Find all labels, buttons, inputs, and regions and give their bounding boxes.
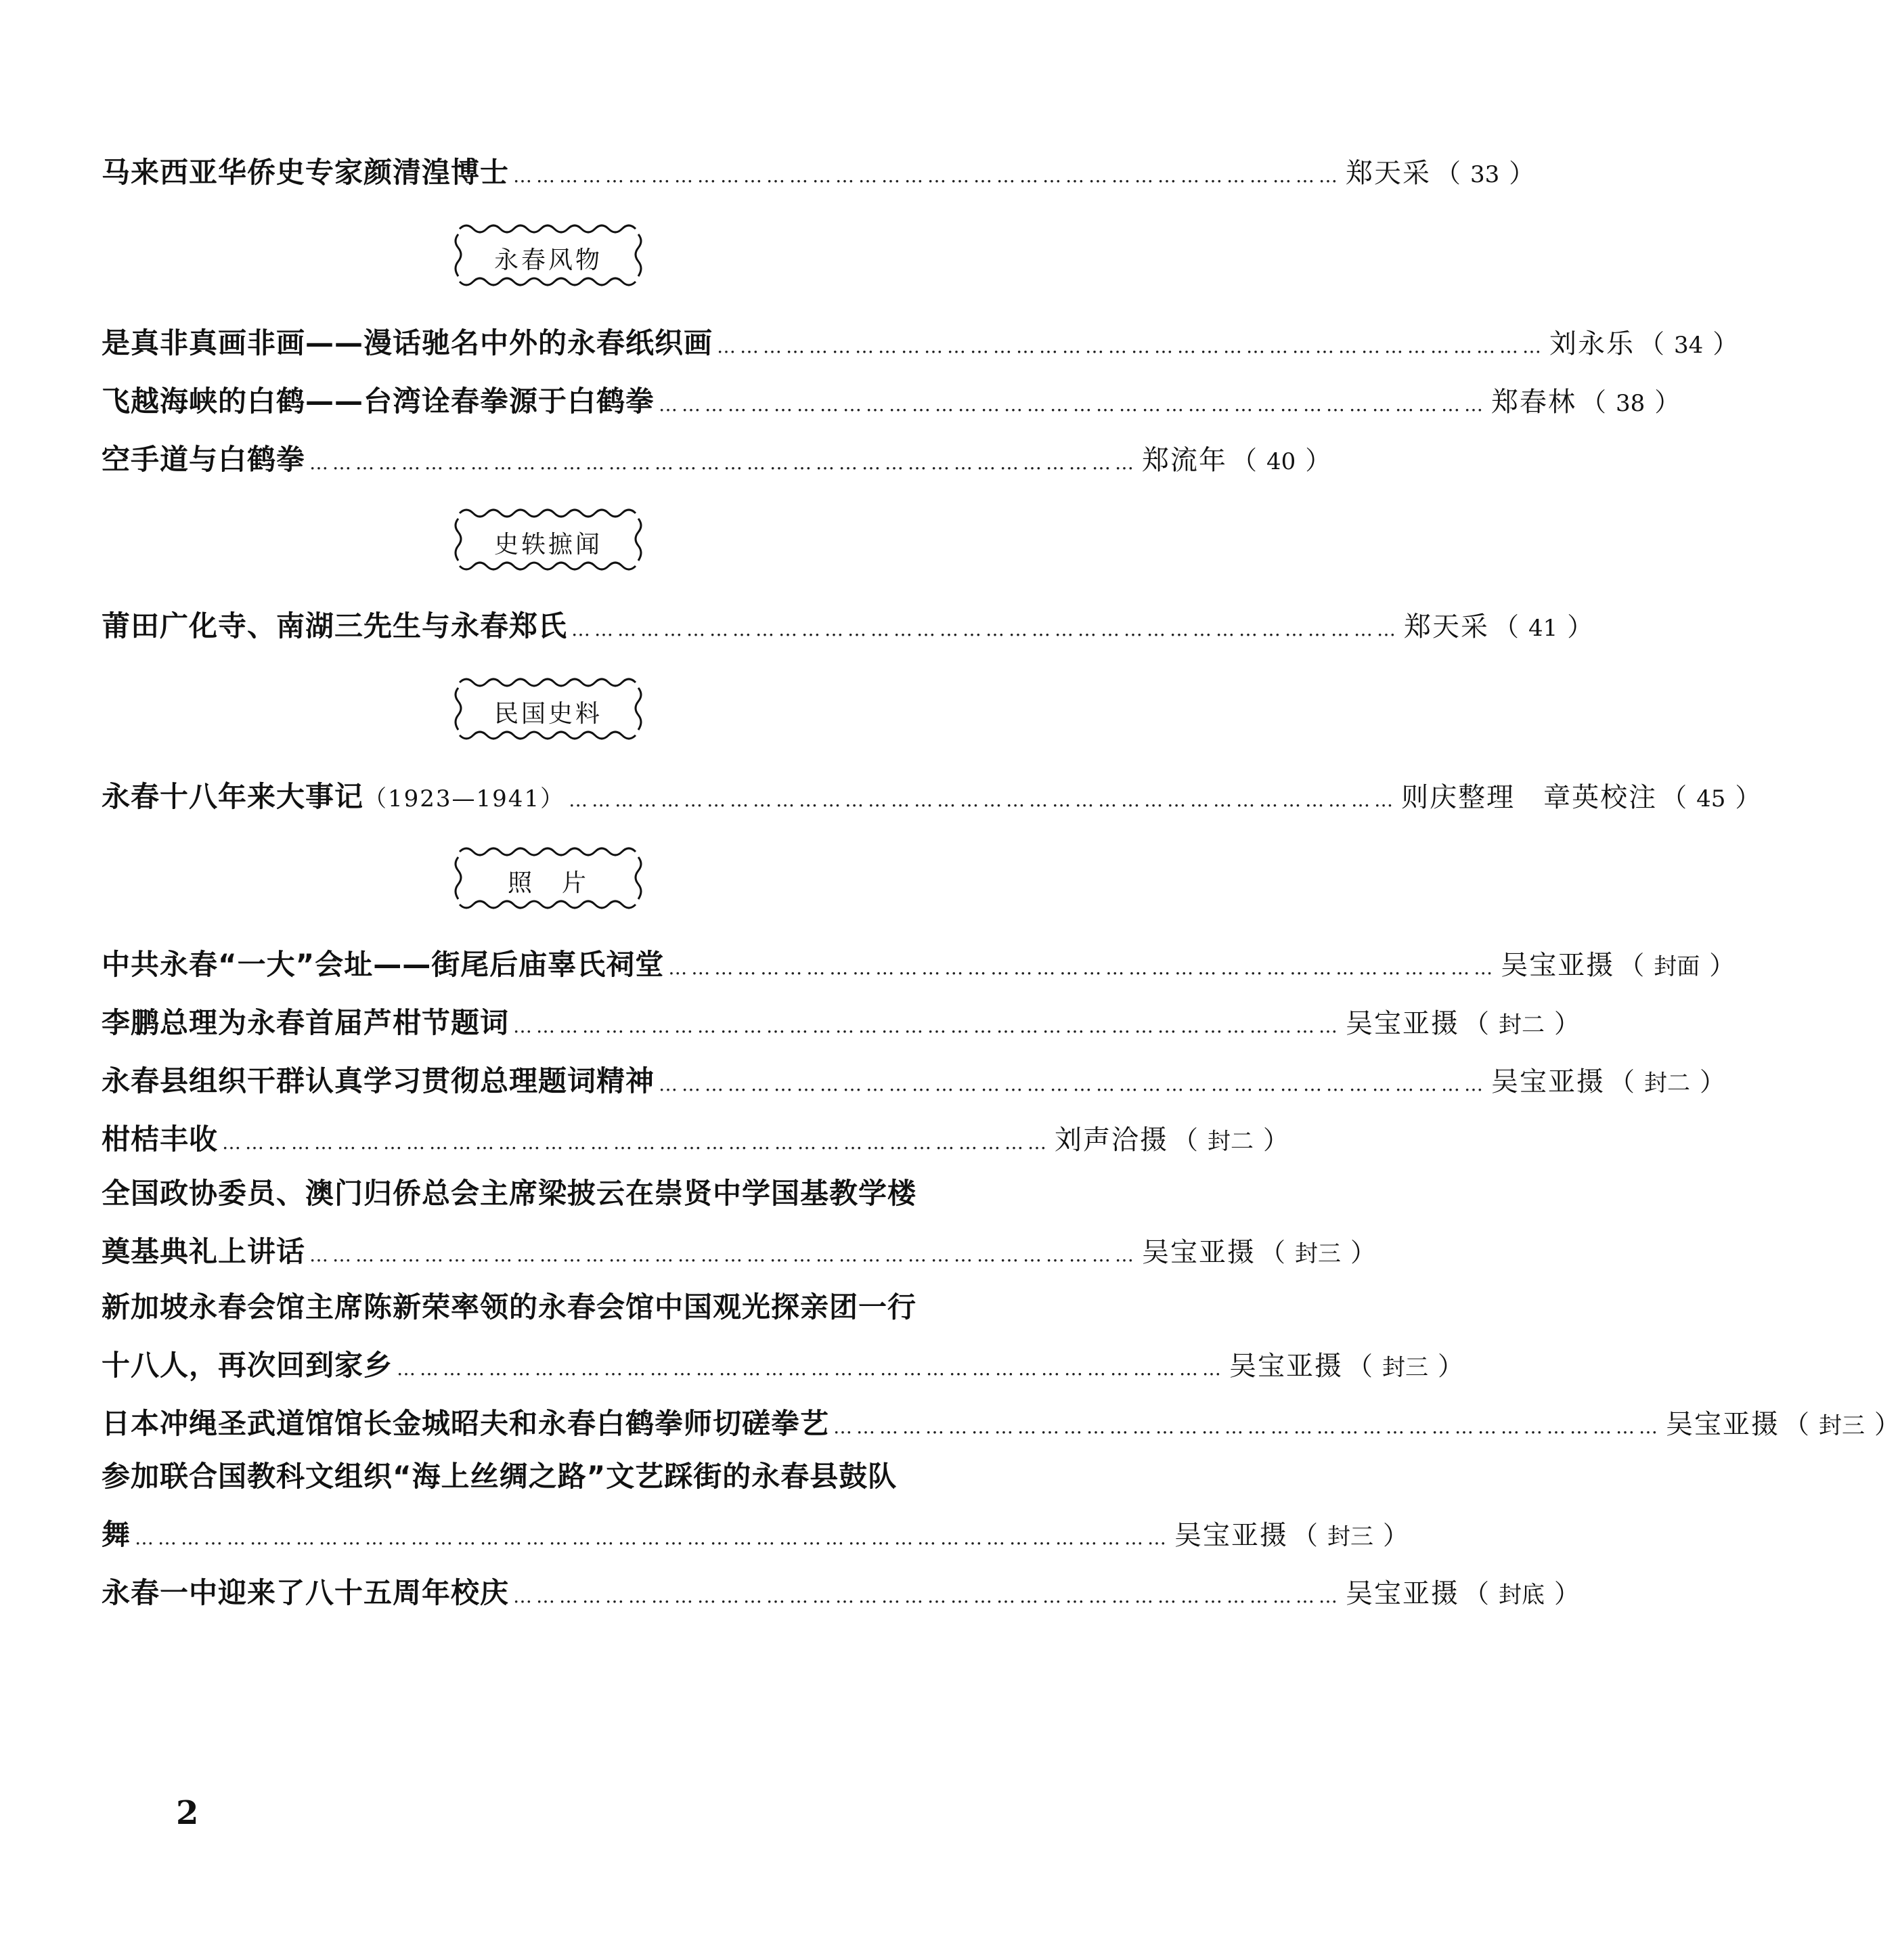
entry-title: 永春一中迎来了八十五周年校庆	[102, 1576, 510, 1609]
entry-title: 永春十八年来大事记（1923—1941）	[102, 780, 565, 813]
section-label: 永春风物	[493, 246, 602, 274]
entry-author: 刘永乐	[1549, 328, 1635, 360]
section-label: 民国史料	[493, 700, 602, 728]
toc-entry	[102, 604, 1593, 645]
leader-dots: ………………………………………………………………………………………………	[513, 1585, 1342, 1607]
section-heading	[450, 502, 646, 577]
entry-page: （ 40 ）	[1231, 445, 1331, 475]
entry-page: （ 封二 ）	[1463, 1009, 1581, 1039]
toc-entry	[102, 775, 1761, 815]
entry-page: （ 封二 ）	[1609, 1067, 1726, 1097]
toc-entry	[102, 1229, 1377, 1270]
entry-title: 中共永春“一大”会址——街尾后庙辜氏祠堂	[102, 948, 665, 981]
entry-author: 吴宝亚摄	[1142, 1237, 1256, 1268]
entry-page: （ 34 ）	[1639, 329, 1739, 359]
entry-title: 马来西亚华侨史专家颜清湟博士	[102, 156, 510, 189]
leader-dots: ………………………………………………………………………………………………	[668, 957, 1497, 979]
entry-page: （ 33 ）	[1435, 158, 1535, 188]
toc-entry	[102, 1512, 1409, 1553]
entry-author: 吴宝亚摄	[1174, 1520, 1289, 1551]
entry-title-line1: 新加坡永春会馆主席陈新荣率领的永春会馆中国观光探亲团一行	[102, 1290, 917, 1324]
toc-entry	[102, 379, 1681, 420]
section-label: 史轶摭闻	[493, 531, 602, 559]
leader-dots: ………………………………………………………………………………………………	[222, 1131, 1051, 1154]
entry-page: （ 45 ）	[1661, 783, 1761, 812]
entry-page: （ 38 ）	[1581, 387, 1681, 417]
toc-entry	[102, 1117, 1289, 1158]
leader-dots: ………………………………………………………………………………………………	[309, 452, 1139, 474]
leader-dots: ………………………………………………………………………………………………	[659, 393, 1488, 416]
entry-page: （ 41 ）	[1493, 612, 1593, 642]
page-number: 2	[176, 1794, 199, 1832]
entry-page: （ 封三 ）	[1292, 1521, 1409, 1550]
section-heading	[450, 218, 646, 292]
entry-author: 吴宝亚摄	[1346, 1008, 1460, 1039]
leader-dots: ………………………………………………………………………………………………	[659, 1073, 1488, 1095]
leader-dots: ………………………………………………………………………………………………	[513, 1015, 1342, 1037]
entry-title: 舞	[102, 1518, 131, 1551]
toc-entry	[102, 1571, 1581, 1611]
entry-author: 吴宝亚摄	[1229, 1351, 1344, 1382]
entry-title: 李鹏总理为永春首届芦柑节题词	[102, 1006, 510, 1039]
entry-page: （ 封底 ）	[1463, 1579, 1581, 1609]
leader-dots: ………………………………………………………………………………………………………………………	[135, 1527, 1171, 1549]
entry-author: 吴宝亚摄	[1346, 1578, 1460, 1609]
entry-title: 奠基典礼上讲话	[102, 1235, 306, 1268]
entry-title: 空手道与白鹤拳	[102, 443, 306, 476]
leader-dots: ………………………………………………………………………………………………	[569, 789, 1398, 811]
toc-entry	[102, 437, 1331, 478]
entry-author: 郑天采	[1346, 158, 1432, 189]
entry-title-line1: 参加联合国教科文组织“海上丝绸之路”文艺踩街的永春县鼓队	[102, 1460, 898, 1493]
entry-author: 刘声洽摄	[1055, 1125, 1169, 1156]
leader-dots: ………………………………………………………………………………………………	[513, 165, 1342, 187]
toc-entry	[102, 942, 1736, 983]
entry-page: （ 封二 ）	[1172, 1125, 1289, 1155]
entry-years: （1923—1941）	[363, 785, 565, 812]
entry-page: （ 封三 ）	[1784, 1410, 1900, 1439]
leader-dots: ………………………………………………………………………………………………	[397, 1357, 1226, 1380]
entry-title: 是真非真画非画——漫话驰名中外的永春纸织画	[102, 326, 713, 360]
entry-author: 吴宝亚摄	[1491, 1066, 1606, 1097]
entry-title: 飞越海峡的白鹤——台湾诠春拳源于白鹤拳	[102, 385, 655, 418]
section-label: 照 片	[507, 869, 589, 897]
entry-title: 十八人，再次回到家乡	[102, 1349, 393, 1382]
leader-dots: ………………………………………………………………………………………………	[309, 1244, 1139, 1266]
toc-entry	[102, 321, 1739, 362]
entry-author: 郑春林	[1491, 387, 1577, 418]
entry-page: （ 封面 ）	[1618, 951, 1736, 980]
toc-entry	[102, 1059, 1726, 1099]
entry-author: 则庆整理 章英校注	[1401, 782, 1658, 813]
toc-entry	[102, 150, 1535, 191]
leader-dots: ………………………………………………………………………………………………	[571, 618, 1400, 640]
entry-author: 郑天采	[1404, 611, 1490, 643]
entry-title: 日本冲绳圣武道馆馆长金城昭夫和永春白鹤拳师切磋拳艺	[102, 1407, 830, 1440]
entry-title: 永春县组织干群认真学习贯彻总理题词精神	[102, 1064, 655, 1097]
entry-title: 莆田广化寺、南湖三先生与永春郑氏	[102, 609, 568, 643]
toc-entry	[102, 1001, 1581, 1041]
entry-author: 吴宝亚摄	[1666, 1409, 1780, 1440]
entry-title: 柑桔丰收	[102, 1123, 219, 1156]
entry-page: （ 封三 ）	[1260, 1238, 1377, 1267]
section-heading	[450, 672, 646, 746]
leader-dots: ………………………………………………………………………………………………	[833, 1416, 1662, 1438]
entry-title-line1: 全国政协委员、澳门归侨总会主席梁披云在崇贤中学国基教学楼	[102, 1177, 917, 1210]
entry-author: 郑流年	[1142, 445, 1228, 476]
leader-dots: ………………………………………………………………………………………………	[717, 335, 1546, 357]
toc-entry	[102, 1343, 1464, 1384]
entry-page: （ 封三 ）	[1347, 1351, 1464, 1381]
toc-entry	[102, 1401, 1900, 1442]
section-heading	[450, 841, 646, 915]
entry-author: 吴宝亚摄	[1501, 950, 1615, 981]
